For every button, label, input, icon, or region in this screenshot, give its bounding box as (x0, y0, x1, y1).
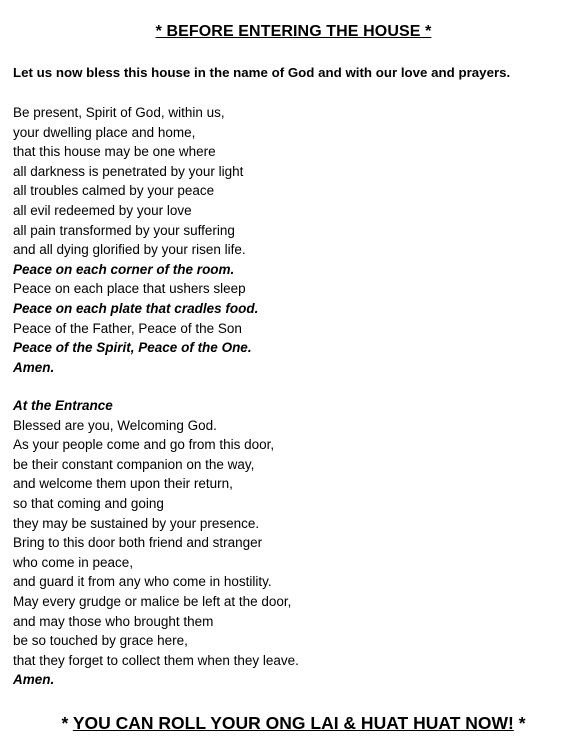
prayer-line: Amen. (13, 359, 55, 375)
prayer-line: and welcome them upon their return, (13, 476, 233, 492)
footer-banner (0, 712, 587, 734)
house-blessing-prayer (13, 103, 258, 377)
prayer-line: and all dying glorified by your risen life. (13, 242, 246, 258)
prayer-line: all troubles calmed by your peace (13, 183, 215, 199)
page-title: * BEFORE ENTERING THE HOUSE * (155, 23, 432, 40)
intro-text: Let us now bless this house in the name of God and with our love and prayers. (13, 65, 511, 80)
prayer-line: Peace on each place that ushers sleep (13, 281, 246, 297)
prayer-line: At the Entrance (13, 398, 113, 413)
prayer-line: May every grudge or malice be left at the door, (13, 593, 292, 609)
prayer-line: Blessed are you, Welcoming God. (13, 417, 217, 433)
prayer-line: your dwelling place and home, (13, 124, 196, 140)
entrance-blessing-prayer (13, 396, 299, 690)
prayer-line: all pain transformed by your suffering (13, 222, 235, 238)
prayer-line: Amen. (13, 672, 55, 688)
prayer-line: that this house may be one where (13, 144, 216, 160)
prayer-line: Peace of the Father, Peace of the Son (13, 320, 242, 336)
prayer-line: so that coming and going (13, 495, 164, 511)
footer-suffix: * (513, 713, 526, 733)
prayer-line: and may those who brought them (13, 613, 214, 629)
prayer-line: be their constant companion on the way, (13, 456, 255, 472)
footer-prefix: * (61, 713, 73, 733)
prayer-line: who come in peace, (13, 554, 134, 570)
prayer-line: As your people come and go from this door, (13, 437, 275, 453)
footer-text: YOU CAN ROLL YOUR ONG LAI & HUAT HUAT NOW! (72, 713, 514, 733)
prayer-line: and guard it from any who come in hostility. (13, 574, 272, 590)
prayer-line: Peace on each plate that cradles food. (13, 300, 259, 316)
prayer-line: be so touched by grace here, (13, 633, 188, 649)
prayer-line: Be present, Spirit of God, within us, (13, 105, 225, 120)
prayer-line: they may be sustained by your presence. (13, 515, 260, 531)
prayer-line: Peace on each corner of the room. (13, 261, 235, 277)
prayer-line: that they forget to collect them when they leave. (13, 652, 299, 668)
prayer-line: Bring to this door both friend and stranger (13, 535, 263, 551)
prayer-line: all evil redeemed by your love (13, 202, 192, 218)
prayer-line: all darkness is penetrated by your light (13, 163, 244, 179)
prayer-line: Peace of the Spirit, Peace of the One. (13, 340, 252, 356)
